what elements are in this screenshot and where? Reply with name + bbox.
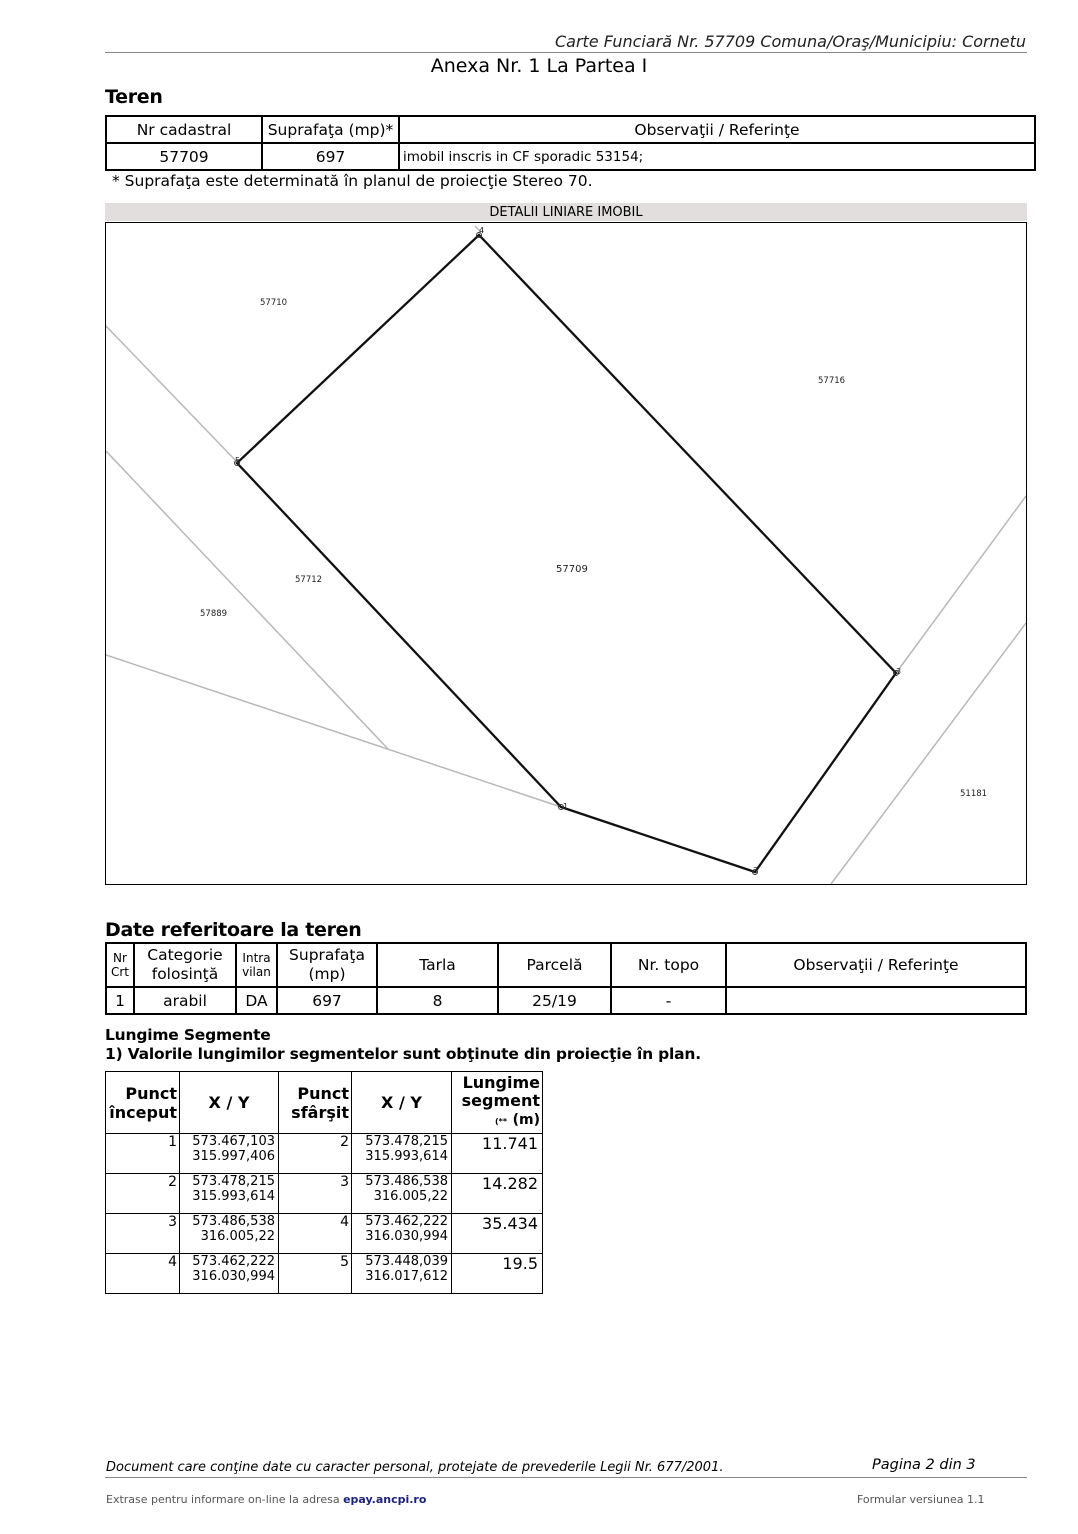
col-punct-inceput bbox=[106, 1072, 180, 1134]
teren-table-header bbox=[106, 116, 1035, 143]
document-header-title: Carte Funciară Nr. 57709 Comuna/Oraş/Municipiu: Cornetu bbox=[555, 32, 1026, 51]
date-teren-table bbox=[105, 942, 1027, 1015]
col-nr-crt-line1: Nr bbox=[113, 951, 127, 965]
neighbour-boundary bbox=[106, 326, 241, 465]
cell-start: 2 bbox=[106, 1174, 180, 1214]
col-categorie-line2: folosinţă bbox=[151, 965, 219, 983]
col-punct-sfarsit-line2: sfârşit bbox=[291, 1102, 349, 1122]
cell-nr-crt: 1 bbox=[106, 987, 134, 1014]
cell-xy-start bbox=[180, 1174, 279, 1214]
col-nr-crt bbox=[106, 943, 134, 987]
header-divider bbox=[105, 52, 1027, 53]
cell-suprafata-mp: 697 bbox=[277, 987, 377, 1014]
col-punct-inceput-line1: Punct bbox=[125, 1083, 177, 1103]
col-tarla: Tarla bbox=[377, 943, 498, 987]
col-suprafata-mp bbox=[277, 943, 377, 987]
footer-divider bbox=[105, 1477, 1027, 1478]
col-intravilan-line2: vilan bbox=[242, 965, 271, 979]
vertex-label-2: 2 bbox=[753, 866, 759, 875]
table-row bbox=[106, 987, 1026, 1014]
col-intravilan bbox=[236, 943, 277, 987]
col-punct-sfarsit bbox=[279, 1072, 352, 1134]
cell-y1: 315.997,406 bbox=[192, 1149, 275, 1164]
cell-x1: 573.462,222 bbox=[192, 1254, 275, 1269]
cell-start: 3 bbox=[106, 1214, 180, 1254]
cell-nr-topo: - bbox=[611, 987, 726, 1014]
segments-table bbox=[105, 1071, 543, 1294]
neighbour-boundary bbox=[831, 623, 1026, 884]
col-nr-topo: Nr. topo bbox=[611, 943, 726, 987]
cell-x1: 573.478,215 bbox=[192, 1174, 275, 1189]
form-version: Formular versiunea 1.1 bbox=[857, 1493, 985, 1506]
cell-suprafata: 697 bbox=[262, 143, 399, 170]
plan-drawing bbox=[106, 223, 1026, 884]
cell-x2: 573.486,538 bbox=[365, 1174, 448, 1189]
col-lungime-line1: Lungime bbox=[462, 1073, 540, 1092]
vertex-label-1: 1 bbox=[563, 802, 569, 811]
cell-nr-cadastral: 57709 bbox=[106, 143, 262, 170]
col-suprafata-line1: Suprafaţa bbox=[289, 946, 365, 964]
cell-xy-start bbox=[180, 1134, 279, 1174]
col-suprafata-line2: (mp) bbox=[308, 965, 346, 983]
vertex-label-3: 3 bbox=[896, 667, 902, 676]
date-teren-heading: Date referitoare la teren bbox=[105, 919, 362, 941]
vertex-label-5: 5 bbox=[235, 456, 241, 465]
cell-end: 5 bbox=[279, 1254, 352, 1294]
online-notice bbox=[106, 1493, 426, 1506]
annex-title: Anexa Nr. 1 La Partea I bbox=[430, 55, 648, 77]
parcel-label-57712: 57712 bbox=[295, 575, 323, 585]
lungime-subheading: 1) Valorile lungimilor segmentelor sunt obţinute din proiecţie în plan. bbox=[105, 1045, 701, 1063]
cadastral-plan bbox=[105, 222, 1027, 885]
online-notice-text: Extrase pentru informare on-line la adresa bbox=[106, 1493, 344, 1506]
cell-xy-start bbox=[180, 1214, 279, 1254]
cell-end: 2 bbox=[279, 1134, 352, 1174]
cell-x1: 573.486,538 bbox=[192, 1214, 275, 1229]
cell-start: 1 bbox=[106, 1134, 180, 1174]
col-lungime bbox=[452, 1072, 543, 1134]
neighbour-boundary bbox=[106, 655, 561, 807]
online-site-link[interactable]: epay.ancpi.ro bbox=[343, 1493, 427, 1506]
cell-x2: 573.448,039 bbox=[365, 1254, 448, 1269]
table-row bbox=[106, 143, 1035, 170]
col-lungime-unit: (m) bbox=[512, 1112, 540, 1128]
cell-length: 35.434 bbox=[452, 1214, 543, 1254]
cell-xy-start bbox=[180, 1254, 279, 1294]
table-row bbox=[106, 1254, 543, 1294]
cell-x1: 573.467,103 bbox=[192, 1134, 275, 1149]
cell-parcela: 25/19 bbox=[498, 987, 611, 1014]
cell-tarla: 8 bbox=[377, 987, 498, 1014]
cell-length: 19.5 bbox=[452, 1254, 543, 1294]
col-suprafata: Suprafaţa (mp)* bbox=[262, 116, 399, 143]
parcel-label-57889: 57889 bbox=[200, 609, 228, 619]
date-teren-header bbox=[106, 943, 1026, 987]
cell-xy-end bbox=[352, 1134, 452, 1174]
cell-length: 14.282 bbox=[452, 1174, 543, 1214]
parcel-boundary bbox=[237, 235, 896, 872]
parcel-label-57716: 57716 bbox=[818, 376, 846, 386]
parcel-label-57710: 57710 bbox=[260, 298, 288, 308]
col-nr-cadastral: Nr cadastral bbox=[106, 116, 262, 143]
teren-heading: Teren bbox=[105, 86, 163, 108]
cell-end: 4 bbox=[279, 1214, 352, 1254]
segments-header bbox=[106, 1072, 543, 1134]
cell-intravilan: DA bbox=[236, 987, 277, 1014]
cell-xy-end bbox=[352, 1214, 452, 1254]
cell-x2: 573.478,215 bbox=[365, 1134, 448, 1149]
cell-observatii-teren bbox=[726, 987, 1026, 1014]
parcel-label-51181: 51181 bbox=[960, 789, 988, 799]
col-xy-start: X / Y bbox=[180, 1072, 279, 1134]
cell-y2: 315.993,614 bbox=[365, 1149, 448, 1164]
col-lungime-line2: segment bbox=[461, 1091, 540, 1110]
col-nr-crt-line2: Crt bbox=[110, 965, 130, 979]
plan-header: DETALII LINIARE IMOBIL bbox=[105, 203, 1027, 221]
col-observatii: Observaţii / Referinţe bbox=[399, 116, 1035, 143]
cell-x2: 573.462,222 bbox=[365, 1214, 448, 1229]
lungime-heading: Lungime Segmente bbox=[105, 1026, 271, 1044]
cell-categorie: arabil bbox=[134, 987, 236, 1014]
vertex-label-4: 4 bbox=[479, 226, 485, 235]
neighbour-boundary bbox=[106, 451, 389, 750]
col-punct-inceput-line2: început bbox=[109, 1102, 177, 1122]
cell-y2: 316.030,994 bbox=[365, 1229, 448, 1244]
cell-y1: 316.005,22 bbox=[200, 1229, 275, 1244]
table-row bbox=[106, 1214, 543, 1254]
parcel-label-57709: 57709 bbox=[556, 564, 588, 575]
cell-xy-end bbox=[352, 1254, 452, 1294]
col-intravilan-line1: Intra bbox=[242, 951, 271, 965]
col-observatii-teren: Observaţii / Referinţe bbox=[726, 943, 1026, 987]
cell-y2: 316.005,22 bbox=[373, 1189, 448, 1204]
surface-note: * Suprafaţa este determinată în planul de proiecţie Stereo 70. bbox=[112, 172, 593, 190]
col-punct-sfarsit-line1: Punct bbox=[297, 1083, 349, 1103]
table-row bbox=[106, 1174, 543, 1214]
privacy-disclaimer: Document care conţine date cu caracter personal, protejate de prevederile Legii Nr. 677/2001. bbox=[106, 1460, 724, 1475]
cell-length: 11.741 bbox=[452, 1134, 543, 1174]
cell-xy-end bbox=[352, 1174, 452, 1214]
teren-table bbox=[105, 115, 1036, 171]
col-categorie-line1: Categorie bbox=[147, 946, 223, 964]
col-xy-end: X / Y bbox=[352, 1072, 452, 1134]
col-lungime-marker: (** bbox=[495, 1117, 508, 1126]
cell-y2: 316.017,612 bbox=[365, 1269, 448, 1284]
col-parcela: Parcelă bbox=[498, 943, 611, 987]
neighbour-boundary bbox=[896, 496, 1026, 673]
cell-end: 3 bbox=[279, 1174, 352, 1214]
cell-y1: 316.030,994 bbox=[192, 1269, 275, 1284]
cell-y1: 315.993,614 bbox=[192, 1189, 275, 1204]
page-number: Pagina 2 din 3 bbox=[872, 1457, 976, 1473]
table-row bbox=[106, 1134, 543, 1174]
col-categorie bbox=[134, 943, 236, 987]
cell-start: 4 bbox=[106, 1254, 180, 1294]
cell-observatii: imobil inscris in CF sporadic 53154; bbox=[399, 143, 1035, 170]
